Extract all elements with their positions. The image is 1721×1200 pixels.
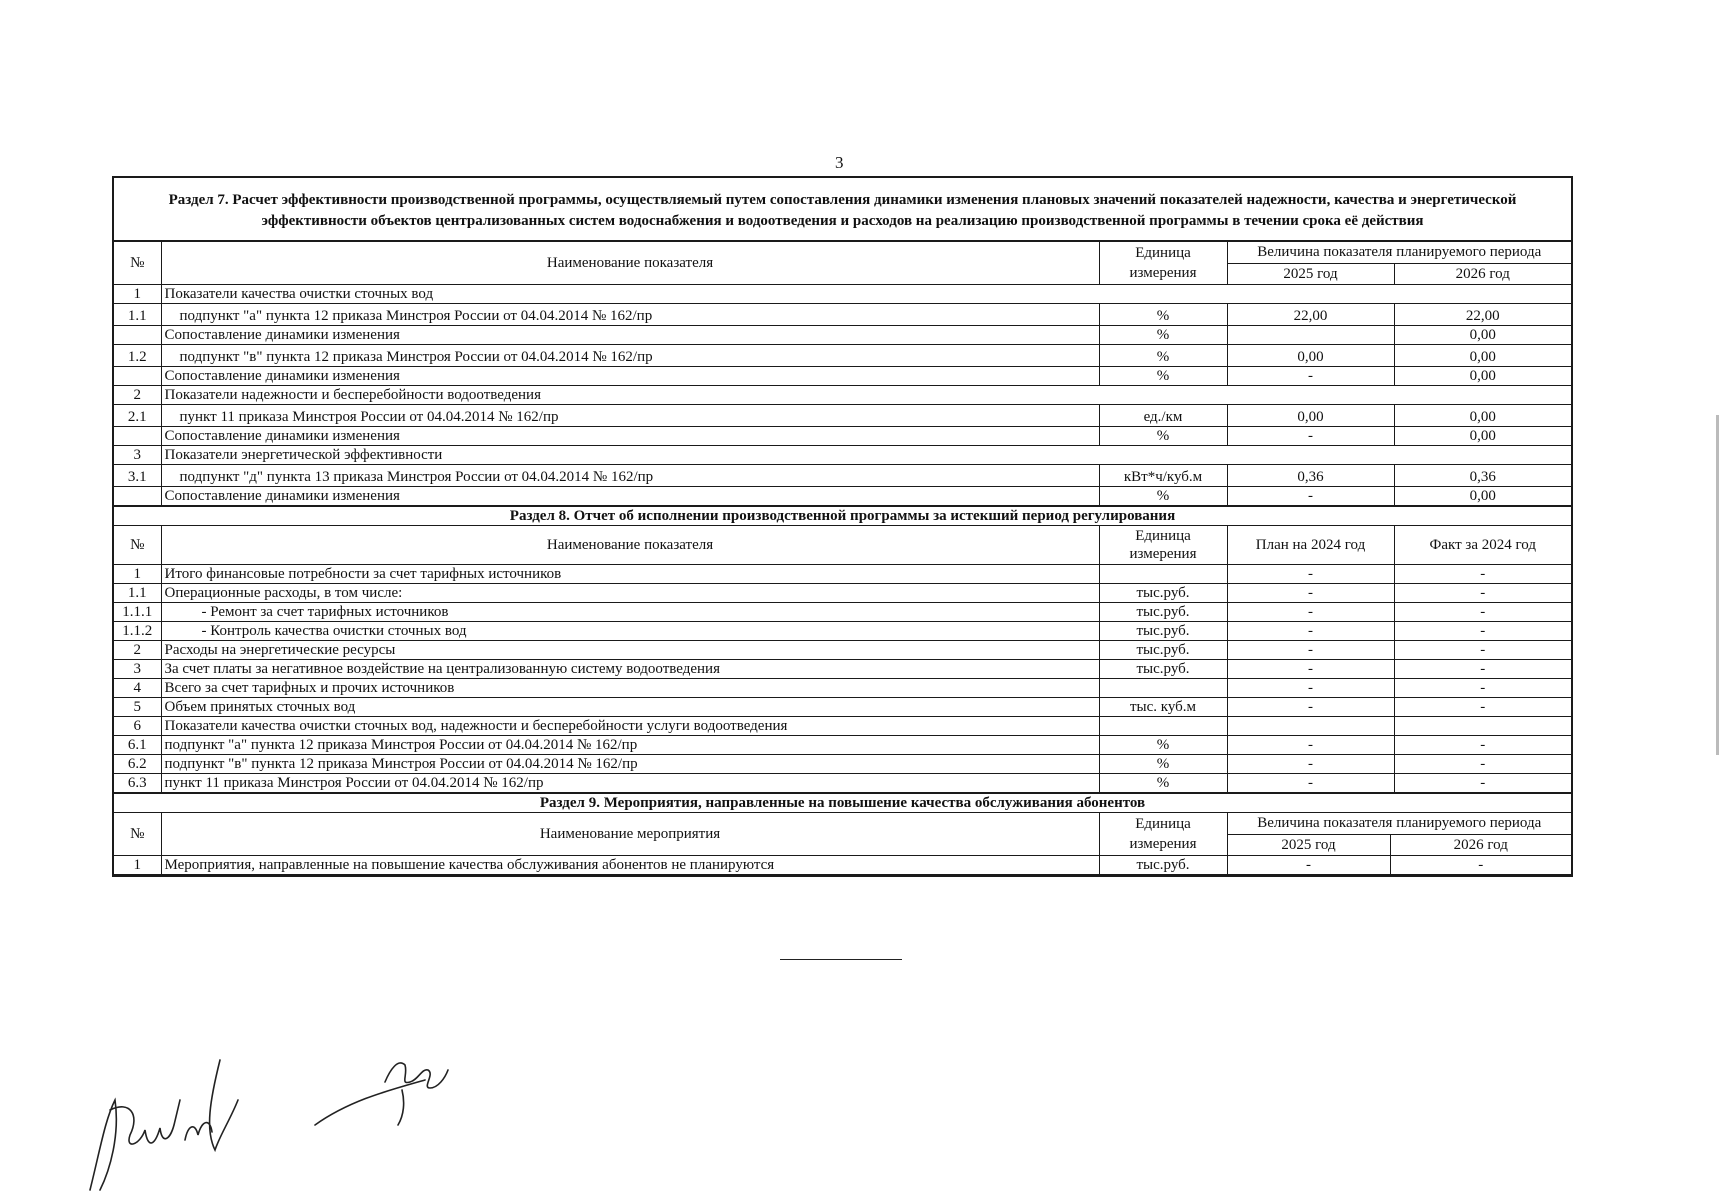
value-2026: 0,00 <box>1394 367 1571 386</box>
table-row <box>114 345 1571 367</box>
unit: % <box>1099 487 1227 506</box>
row-number: 6.1 <box>114 736 161 755</box>
plan-value: - <box>1227 755 1394 774</box>
value-2026: 0,00 <box>1394 405 1571 427</box>
section-8-title: Раздел 8. Отчет об исполнении производственной программы за истекший период регулирования <box>114 507 1571 526</box>
table-row <box>114 487 1571 506</box>
row-number <box>114 487 161 506</box>
fact-value: - <box>1394 660 1571 679</box>
row-number: 3.1 <box>114 465 161 487</box>
row-number: 6.2 <box>114 755 161 774</box>
indicator-name: Сопоставление динамики изменения <box>161 367 1099 386</box>
plan-value: - <box>1227 698 1394 717</box>
indicator-name: Итого финансовые потребности за счет тарифных источников <box>161 565 1099 584</box>
table-row <box>114 584 1571 603</box>
value-2026: 0,00 <box>1394 427 1571 446</box>
indicator-name: Сопоставление динамики изменения <box>161 326 1099 345</box>
table-row <box>114 717 1571 736</box>
header-name: Наименование показателя <box>161 242 1099 285</box>
indicator-name: подпункт "а" пункта 12 приказа Минстроя России от 04.04.2014 № 162/пр <box>161 736 1099 755</box>
header-period: Величина показателя планируемого периода <box>1227 813 1571 835</box>
table-row <box>114 856 1571 875</box>
plan-value: - <box>1227 736 1394 755</box>
indicator-name: Сопоставление динамики изменения <box>161 487 1099 506</box>
fact-value: - <box>1394 641 1571 660</box>
row-number: 6 <box>114 717 161 736</box>
indicator-name: За счет платы за негативное воздействие на централизованную систему водоотведения <box>161 660 1099 679</box>
indicator-name: Сопоставление динамики изменения <box>161 427 1099 446</box>
indicator-name: Всего за счет тарифных и прочих источников <box>161 679 1099 698</box>
section-9-title-row <box>114 794 1571 813</box>
group-name: Показатели надежности и бесперебойности водоотведения <box>161 386 1571 405</box>
plan-value: - <box>1227 774 1394 793</box>
indicator-name: подпункт "в" пункта 12 приказа Минстроя России от 04.04.2014 № 162/пр <box>161 345 1099 367</box>
table-row <box>114 698 1571 717</box>
header-year-2026: 2026 год <box>1394 263 1571 285</box>
table-row <box>114 446 1571 465</box>
unit: % <box>1099 326 1227 345</box>
section-8-header-row <box>114 526 1571 565</box>
row-number: 3 <box>114 446 161 465</box>
unit <box>1099 679 1227 698</box>
section-9-header-row-1 <box>114 813 1571 835</box>
table-row <box>114 660 1571 679</box>
value-2026: 0,00 <box>1394 487 1571 506</box>
unit: % <box>1099 304 1227 326</box>
group-name: Показатели энергетической эффективности <box>161 446 1571 465</box>
table-row <box>114 679 1571 698</box>
plan-value: - <box>1227 584 1394 603</box>
fact-value: - <box>1394 774 1571 793</box>
unit: % <box>1099 774 1227 793</box>
indicator-name: Расходы на энергетические ресурсы <box>161 641 1099 660</box>
table-row <box>114 304 1571 326</box>
header-unit: Единица измерения <box>1099 242 1227 285</box>
indicator-name: - Ремонт за счет тарифных источников <box>161 603 1099 622</box>
header-num: № <box>114 813 161 856</box>
table-row <box>114 603 1571 622</box>
unit: ед./км <box>1099 405 1227 427</box>
row-number: 3 <box>114 660 161 679</box>
value-2025: 0,00 <box>1227 345 1394 367</box>
value-2026: - <box>1390 856 1571 875</box>
value-2025: - <box>1227 856 1390 875</box>
indicator-name: Операционные расходы, в том числе: <box>161 584 1099 603</box>
value-2025: - <box>1227 427 1394 446</box>
row-number: 6.3 <box>114 774 161 793</box>
header-year-2025: 2025 год <box>1227 263 1394 285</box>
indicator-name: пункт 11 приказа Минстроя России от 04.04.2014 № 162/пр <box>161 774 1099 793</box>
scan-edge-mark <box>1716 415 1719 755</box>
section-9-table <box>114 793 1571 875</box>
fact-value: - <box>1394 736 1571 755</box>
row-number: 1 <box>114 856 161 875</box>
header-year-2026: 2026 год <box>1390 834 1571 856</box>
table-row <box>114 405 1571 427</box>
section-7-table <box>114 241 1571 506</box>
unit: тыс.руб. <box>1099 660 1227 679</box>
fact-value <box>1394 717 1571 736</box>
plan-value: - <box>1227 603 1394 622</box>
row-number: 1 <box>114 565 161 584</box>
row-number: 1.1 <box>114 584 161 603</box>
row-number: 1.2 <box>114 345 161 367</box>
value-2026: 0,36 <box>1394 465 1571 487</box>
section-8-table <box>114 506 1571 793</box>
value-2025: 0,36 <box>1227 465 1394 487</box>
table-row <box>114 326 1571 345</box>
header-fact: Факт за 2024 год <box>1394 526 1571 565</box>
table-row <box>114 285 1571 304</box>
unit: % <box>1099 345 1227 367</box>
fact-value: - <box>1394 603 1571 622</box>
header-name: Наименование мероприятия <box>161 813 1099 856</box>
value-2025: 22,00 <box>1227 304 1394 326</box>
plan-value: - <box>1227 660 1394 679</box>
value-2026: 0,00 <box>1394 345 1571 367</box>
table-row <box>114 774 1571 793</box>
value-2026: 22,00 <box>1394 304 1571 326</box>
unit: тыс.руб. <box>1099 856 1227 875</box>
header-plan: План на 2024 год <box>1227 526 1394 565</box>
group-name: Показатели качества очистки сточных вод <box>161 285 1571 304</box>
table-row <box>114 427 1571 446</box>
unit: тыс.руб. <box>1099 603 1227 622</box>
table-row <box>114 367 1571 386</box>
section-7-header-row-1 <box>114 242 1571 264</box>
row-number <box>114 326 161 345</box>
table-row <box>114 641 1571 660</box>
row-number: 1 <box>114 285 161 304</box>
unit: тыс. куб.м <box>1099 698 1227 717</box>
unit: тыс.руб. <box>1099 622 1227 641</box>
section-9-title: Раздел 9. Мероприятия, направленные на повышение качества обслуживания абонентов <box>114 794 1571 813</box>
plan-value: - <box>1227 679 1394 698</box>
row-number <box>114 367 161 386</box>
unit: % <box>1099 736 1227 755</box>
fact-value: - <box>1394 698 1571 717</box>
row-number: 5 <box>114 698 161 717</box>
header-num: № <box>114 242 161 285</box>
section-8-title-row <box>114 507 1571 526</box>
row-number: 2 <box>114 386 161 405</box>
row-number: 1.1.1 <box>114 603 161 622</box>
measure-name: Мероприятия, направленные на повышение качества обслуживания абонентов не планируются <box>161 856 1099 875</box>
table-row <box>114 386 1571 405</box>
plan-value: - <box>1227 622 1394 641</box>
end-divider-line <box>780 959 902 960</box>
header-year-2025: 2025 год <box>1227 834 1390 856</box>
header-period: Величина показателя планируемого периода <box>1227 242 1571 264</box>
indicator-name: - Контроль качества очистки сточных вод <box>161 622 1099 641</box>
value-2025 <box>1227 326 1394 345</box>
value-2025: - <box>1227 367 1394 386</box>
plan-value: - <box>1227 565 1394 584</box>
unit: кВт*ч/куб.м <box>1099 465 1227 487</box>
unit: тыс.руб. <box>1099 584 1227 603</box>
unit <box>1099 717 1227 736</box>
header-unit: Единица измерения <box>1099 813 1227 856</box>
table-bottom-border <box>114 875 1571 877</box>
unit: % <box>1099 755 1227 774</box>
unit: % <box>1099 367 1227 386</box>
header-unit: Единица измерения <box>1099 526 1227 565</box>
signature-1-icon <box>70 1040 270 1200</box>
table-row <box>114 465 1571 487</box>
fact-value: - <box>1394 584 1571 603</box>
indicator-name: Объем принятых сточных вод <box>161 698 1099 717</box>
fact-value: - <box>1394 622 1571 641</box>
indicator-name: пункт 11 приказа Минстроя России от 04.04.2014 № 162/пр <box>161 405 1099 427</box>
table-row <box>114 755 1571 774</box>
row-number: 4 <box>114 679 161 698</box>
header-num: № <box>114 526 161 565</box>
table-row <box>114 736 1571 755</box>
plan-value <box>1227 717 1394 736</box>
page-number: 3 <box>835 153 844 172</box>
row-number: 2.1 <box>114 405 161 427</box>
indicator-name: подпункт "д" пункта 13 приказа Минстроя России от 04.04.2014 № 162/пр <box>161 465 1099 487</box>
fact-value: - <box>1394 755 1571 774</box>
signature-2-icon <box>310 1040 460 1130</box>
unit: % <box>1099 427 1227 446</box>
value-2025: - <box>1227 487 1394 506</box>
document-table-frame <box>112 176 1573 877</box>
indicator-name: подпункт "в" пункта 12 приказа Минстроя России от 04.04.2014 № 162/пр <box>161 755 1099 774</box>
fact-value: - <box>1394 565 1571 584</box>
unit <box>1099 565 1227 584</box>
header-name: Наименование показателя <box>161 526 1099 565</box>
row-number: 1.1 <box>114 304 161 326</box>
unit: тыс.руб. <box>1099 641 1227 660</box>
row-number: 1.1.2 <box>114 622 161 641</box>
value-2026: 0,00 <box>1394 326 1571 345</box>
table-row <box>114 622 1571 641</box>
plan-value: - <box>1227 641 1394 660</box>
value-2025: 0,00 <box>1227 405 1394 427</box>
fact-value: - <box>1394 679 1571 698</box>
indicator-name: подпункт "а" пункта 12 приказа Минстроя России от 04.04.2014 № 162/пр <box>161 304 1099 326</box>
row-number: 2 <box>114 641 161 660</box>
indicator-name: Показатели качества очистки сточных вод, надежности и бесперебойности услуги водоотведения <box>161 717 1099 736</box>
row-number <box>114 427 161 446</box>
table-row <box>114 565 1571 584</box>
section-7-title: Раздел 7. Расчет эффективности производственной программы, осуществляемый путем сопоставления динамики изменения плановых значений показателей надежности, качества и энергетической эффективности объектов централизованных систем водоснабжения и водоотведения и расходов на реализацию производственной программы в течении срока её действия <box>114 178 1571 241</box>
